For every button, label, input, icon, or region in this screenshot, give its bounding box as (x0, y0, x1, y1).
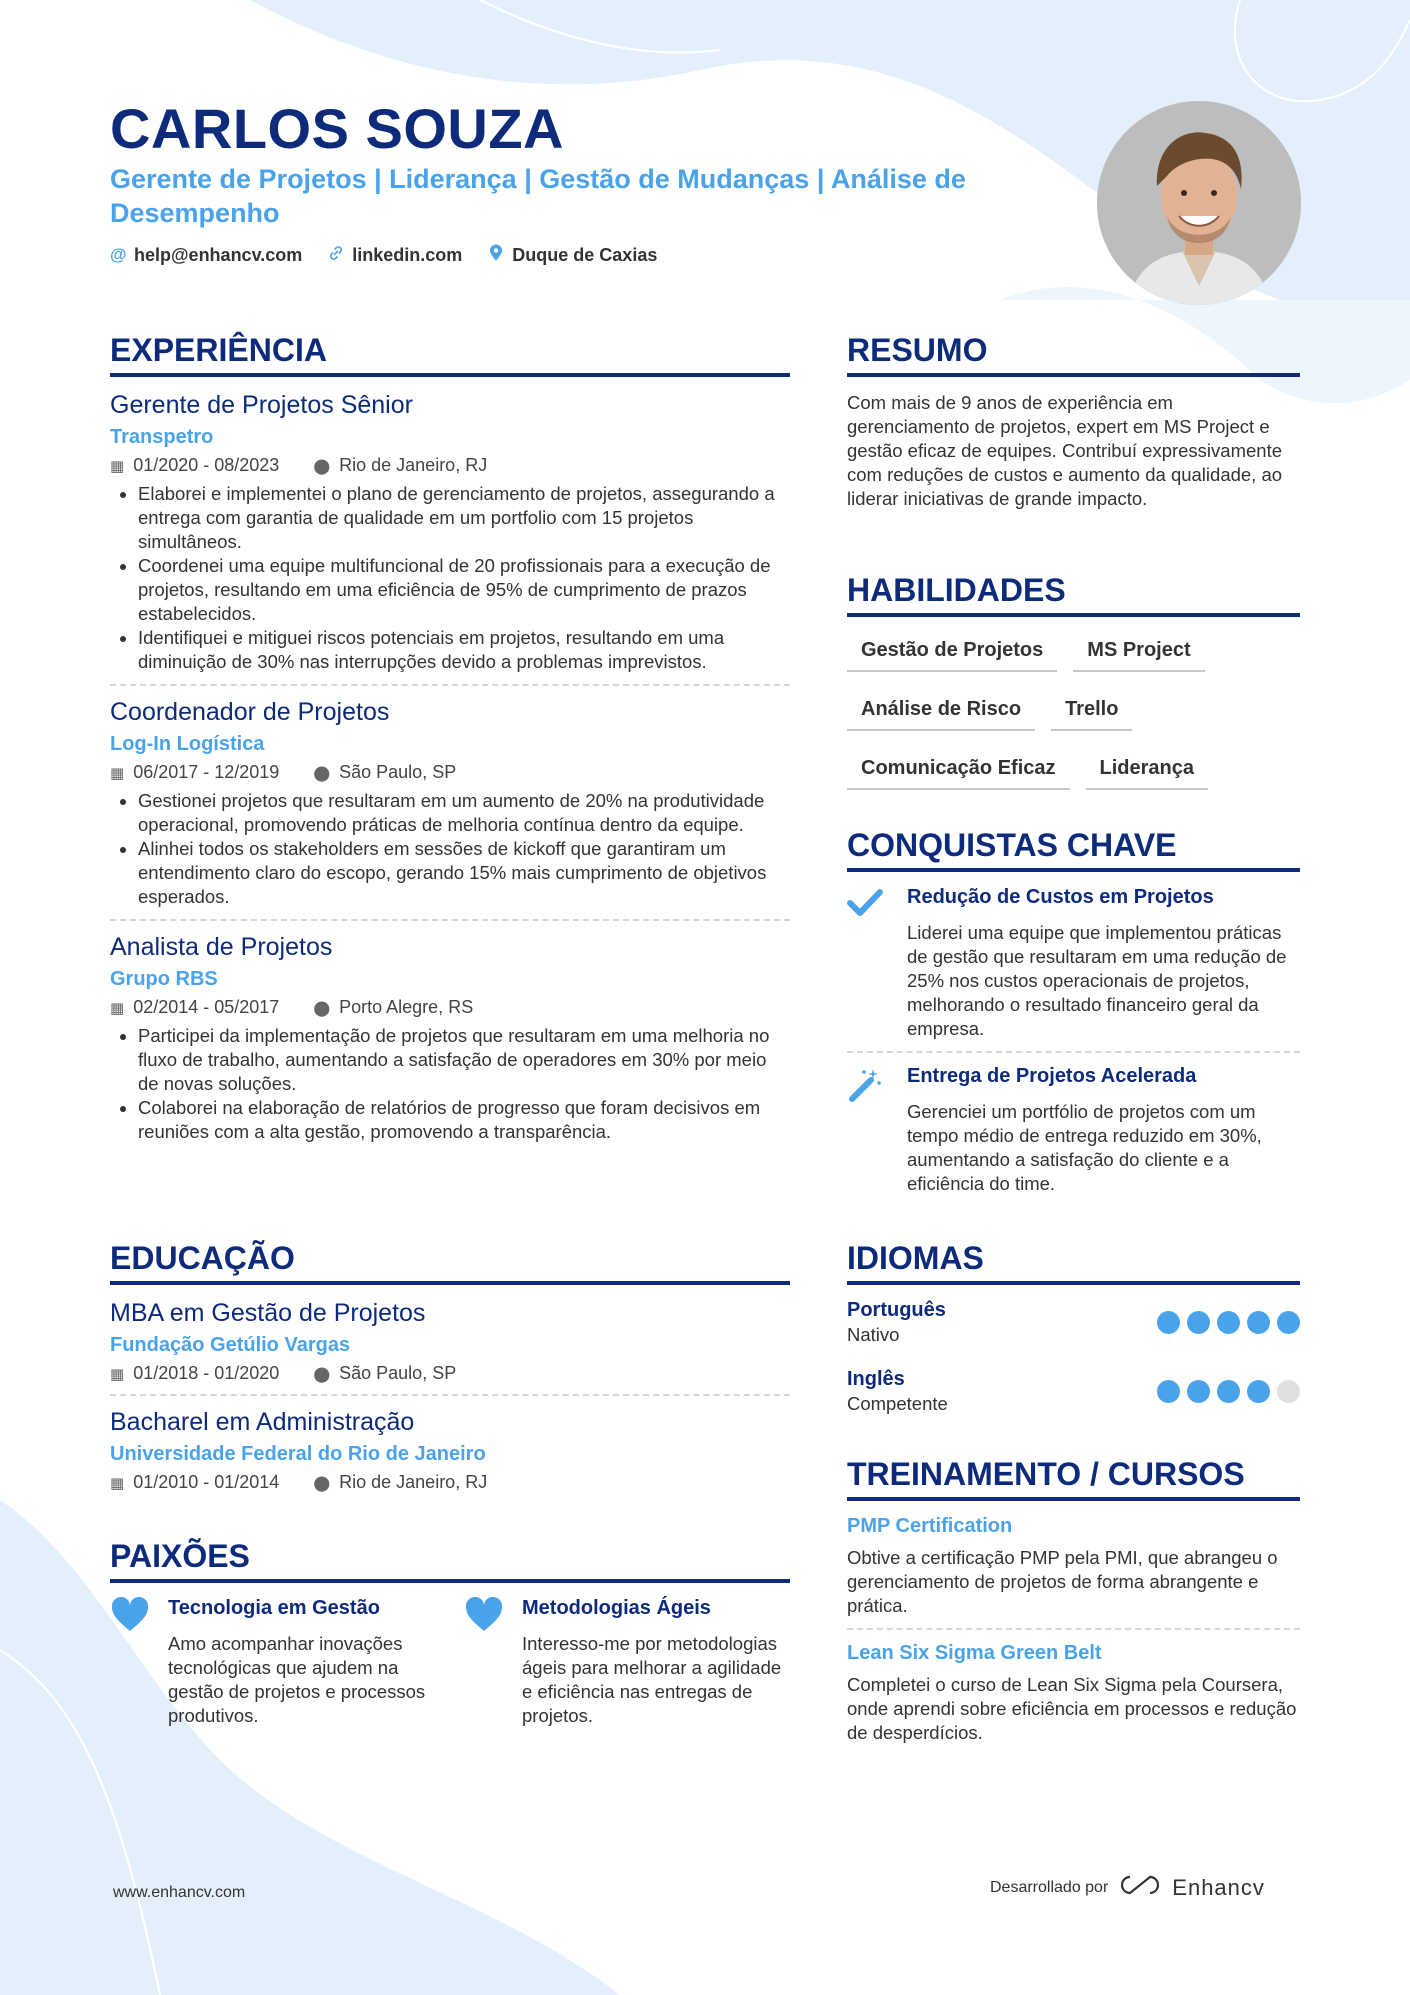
job-bullet: • Gestionei projetos que resultaram em um aumento de 20% na produtividade operacional, promovendo práticas de melhoria contínua dentro da equipe. (138, 789, 790, 837)
job-meta: ▦ 02/2014 - 05/2017 ⬤ Porto Alegre, RS (110, 997, 474, 1017)
calendar-icon: ▦ (110, 1365, 125, 1383)
passions-section (110, 1538, 790, 1728)
skills-section (847, 572, 1300, 790)
passion-text: Interesso-me por metodologias ágeis para melhorar a agilidade e eficiência nas entregas de projetos. (522, 1633, 782, 1726)
footer-website[interactable]: www.enhancv.com (113, 1884, 246, 1901)
language-name: Inglês (847, 1368, 905, 1390)
achievement-item (847, 1065, 1300, 1196)
education-section (110, 1240, 790, 1499)
footer-branding (990, 1873, 1265, 1902)
job-entry (110, 391, 790, 674)
job-role: Coordenador de Projetos (110, 698, 390, 726)
rating-dot-filled (1277, 1311, 1300, 1334)
rating-dot-filled (1187, 1311, 1210, 1334)
summary-text: Com mais de 9 anos de experiência em gerenciamento de projetos, expert em MS Project e gestão eficaz de equipes. Contribuí expressivamente com reduções de custos e aumento da qualidade, ao liderar iniciativas de grande impacto. (847, 392, 1283, 509)
enhancv-logo-icon (1118, 1873, 1162, 1902)
skill-tag: MS Project (1073, 631, 1204, 672)
heart-icon (464, 1597, 506, 1728)
contact-email[interactable]: @ help@enhancv.com (110, 244, 303, 265)
skill-tag: Trello (1051, 690, 1132, 731)
at-icon: @ (110, 245, 127, 264)
location-pin-icon (488, 244, 504, 266)
achievements-title: CONQUISTAS CHAVE (847, 827, 1300, 872)
contact-linkedin[interactable]: linkedin.com (328, 244, 462, 266)
language-name: Português (847, 1299, 946, 1321)
brand-name: Enhancv (1172, 1874, 1265, 1900)
job-entry (110, 698, 790, 909)
rating-dot-filled (1247, 1380, 1270, 1403)
headline: Gerente de Projetos | Liderança | Gestão de Mudanças | Análise de Desempenho (110, 164, 966, 228)
rating-dot-filled (1187, 1380, 1210, 1403)
calendar-icon: ▦ (110, 764, 125, 782)
divider (110, 684, 790, 686)
education-meta: ▦ 01/2018 - 01/2020 ⬤ São Paulo, SP (110, 1363, 457, 1383)
divider (110, 919, 790, 921)
training-section (847, 1456, 1300, 1745)
job-company: Grupo RBS (110, 968, 218, 990)
skill-tag: Análise de Risco (847, 690, 1035, 731)
job-entry (110, 933, 790, 1144)
magic-wand-icon (847, 1065, 889, 1196)
education-degree: Bacharel em Administração (110, 1408, 415, 1436)
skill-tag: Gestão de Projetos (847, 631, 1057, 672)
languages-section (847, 1240, 1300, 1437)
language-level: Nativo (847, 1324, 900, 1345)
passion-item (464, 1597, 790, 1728)
divider (847, 1628, 1300, 1630)
education-entry (110, 1299, 790, 1384)
passion-title: Tecnologia em Gestão (168, 1597, 380, 1619)
education-meta: ▦ 01/2010 - 01/2014 ⬤ Rio de Janeiro, RJ (110, 1472, 488, 1492)
passion-text: Amo acompanhar inovações tecnológicas que ajudem na gestão de projetos e processos produtivos. (168, 1633, 426, 1726)
training-title: TREINAMENTO / CURSOS (847, 1456, 1300, 1501)
language-rating (1157, 1311, 1300, 1334)
languages-title: IDIOMAS (847, 1240, 1300, 1285)
job-role: Gerente de Projetos Sênior (110, 391, 413, 419)
education-degree: MBA em Gestão de Projetos (110, 1299, 426, 1327)
job-company: Transpetro (110, 426, 214, 448)
course-item (847, 1515, 1300, 1618)
language-item (847, 1299, 1300, 1346)
location-pin-icon: ⬤ (313, 764, 331, 782)
job-meta: ▦ 06/2017 - 12/2019 ⬤ São Paulo, SP (110, 762, 457, 782)
contact-bar (110, 244, 657, 266)
language-item (847, 1368, 1300, 1415)
job-bullet: • Participei da implementação de projetos que resultaram em uma melhoria no fluxo de trabalho, aumentando a satisfação de operadores em 30% por meio de novas soluções. (138, 1024, 790, 1096)
job-meta: ▦ 01/2020 - 08/2023 ⬤ Rio de Janeiro, RJ (110, 455, 488, 475)
passions-title: PAIXÕES (110, 1538, 790, 1583)
achievements-section (847, 827, 1300, 1196)
heart-icon (110, 1597, 152, 1728)
achievement-item (847, 886, 1300, 1041)
rating-dot-filled (1217, 1311, 1240, 1334)
location-pin-icon: ⬤ (313, 1474, 331, 1492)
rating-dot-filled (1157, 1380, 1180, 1403)
course-title: PMP Certification (847, 1515, 1013, 1537)
checkmark-icon (847, 886, 889, 1041)
course-text: Completei o curso de Lean Six Sigma pela Coursera, onde aprendi sobre eficiência em processos e redução de desperdícios. (847, 1674, 1297, 1743)
calendar-icon: ▦ (110, 457, 125, 475)
achievement-text: Liderei uma equipe que implementou práticas de gestão que resultaram em uma redução de 25% nos custos operacionais de projetos, melhorando o resultado financeiro geral da empresa. (907, 922, 1287, 1039)
job-bullet: • Colaborei na elaboração de relatórios de progresso que foram decisivos em reuniões com a alta gestão, promovendo a transparência. (138, 1096, 790, 1144)
contact-location: Duque de Caxias (488, 244, 657, 266)
education-title: EDUCAÇÃO (110, 1240, 790, 1285)
achievement-title: Redução de Custos em Projetos (907, 886, 1214, 908)
job-bullets (110, 482, 790, 674)
job-bullet: • Coordenei uma equipe multifuncional de 20 profissionais para a execução de projetos, resultando em uma eficiência de 95% de cumprimento de prazos estabelecidos. (138, 554, 790, 626)
location-pin-icon: ⬤ (313, 999, 331, 1017)
avatar (1097, 101, 1301, 305)
education-school: Fundação Getúlio Vargas (110, 1334, 351, 1356)
experience-section (110, 332, 790, 1144)
divider (847, 1051, 1300, 1053)
skill-tag: Liderança (1086, 749, 1208, 790)
link-icon (328, 245, 344, 266)
language-level: Competente (847, 1393, 948, 1414)
job-role: Analista de Projetos (110, 933, 333, 961)
location-pin-icon: ⬤ (313, 1365, 331, 1383)
course-title: Lean Six Sigma Green Belt (847, 1642, 1102, 1664)
course-text: Obtive a certificação PMP pela PMI, que abrangeu o gerenciamento de projetos de forma abrangente e prática. (847, 1547, 1278, 1616)
candidate-name: CARLOS SOUZA (110, 97, 564, 160)
job-bullet: • Alinhei todos os stakeholders em sessões de kickoff que garantiram um entendimento claro do escopo, gerando 15% mais cumprimento de objetivos esperados. (138, 837, 790, 909)
passion-item (110, 1597, 436, 1728)
summary-section (847, 332, 1300, 511)
calendar-icon: ▦ (110, 999, 125, 1017)
language-rating (1157, 1380, 1300, 1403)
rating-dot-empty (1277, 1380, 1300, 1403)
achievement-title: Entrega de Projetos Acelerada (907, 1065, 1197, 1087)
job-bullets (110, 1024, 790, 1144)
calendar-icon: ▦ (110, 1474, 125, 1492)
passion-title: Metodologias Ágeis (522, 1597, 711, 1619)
powered-by-label: Desarrollado por (990, 1878, 1109, 1896)
job-bullet: • Identifiquei e mitiguei riscos potenciais em projetos, resultando em uma diminuição de 30% nas interrupções devido a problemas imprevistos. (138, 626, 790, 674)
skills-list (847, 631, 1300, 790)
location-pin-icon: ⬤ (313, 457, 331, 475)
rating-dot-filled (1157, 1311, 1180, 1334)
achievement-text: Gerenciei um portfólio de projetos com um tempo médio de entrega reduzido em 30%, aumentando a satisfação do cliente e a eficiência do time. (907, 1101, 1262, 1194)
course-item (847, 1642, 1300, 1745)
education-entry (110, 1408, 790, 1493)
divider (110, 1394, 790, 1396)
summary-title: RESUMO (847, 332, 1300, 377)
education-school: Universidade Federal do Rio de Janeiro (110, 1443, 486, 1465)
rating-dot-filled (1247, 1311, 1270, 1334)
job-bullet: • Elaborei e implementei o plano de gerenciamento de projetos, assegurando a entrega com garantia de qualidade em um portfolio com 15 projetos simultâneos. (138, 482, 790, 554)
rating-dot-filled (1217, 1380, 1240, 1403)
passions-list (110, 1597, 790, 1728)
experience-title: EXPERIÊNCIA (110, 332, 790, 377)
skill-tag: Comunicação Eficaz (847, 749, 1070, 790)
skills-title: HABILIDADES (847, 572, 1300, 617)
job-bullets (110, 789, 790, 909)
job-company: Log-In Logística (110, 733, 265, 755)
